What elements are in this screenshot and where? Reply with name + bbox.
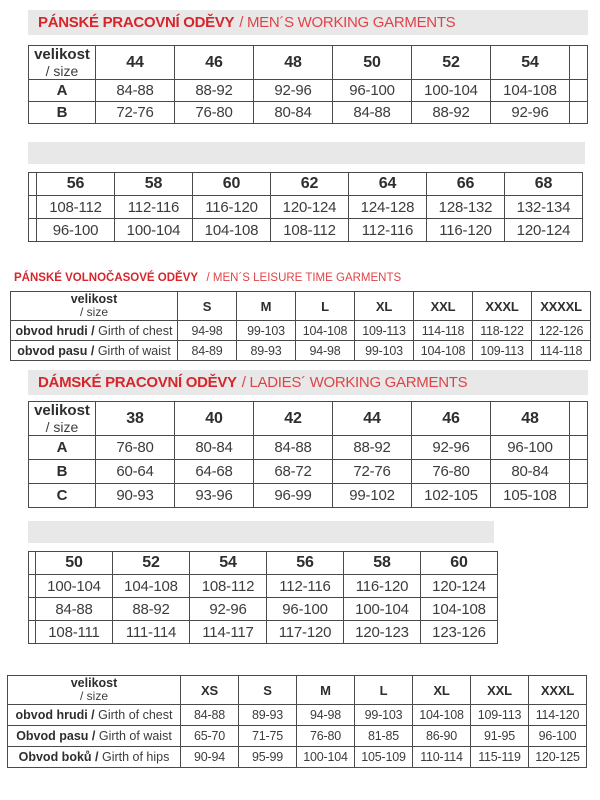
row-label bbox=[29, 102, 96, 124]
size-column-header: 58 bbox=[115, 173, 193, 196]
size-column-header: 40 bbox=[175, 402, 254, 436]
cut-cell bbox=[29, 598, 36, 621]
size-value-cell: 112-116 bbox=[349, 219, 427, 242]
size-column-header: 54 bbox=[190, 552, 267, 575]
cut-cell bbox=[29, 621, 36, 644]
row-label bbox=[8, 705, 181, 726]
size-value-cell: 100-104 bbox=[115, 219, 193, 242]
row-label bbox=[29, 436, 96, 460]
size-value-cell: 114-120 bbox=[529, 705, 587, 726]
row-label-cz: obvod pasu / bbox=[17, 343, 98, 358]
size-value-cell: 81-85 bbox=[355, 726, 413, 747]
size-table bbox=[10, 291, 591, 361]
size-column-header: M bbox=[297, 676, 355, 705]
section-title-en: / MEN´S WORKING GARMENTS bbox=[239, 14, 456, 31]
size-column-header: 58 bbox=[344, 552, 421, 575]
size-column-header: XS bbox=[181, 676, 239, 705]
header-row bbox=[29, 402, 588, 436]
table-mens-working-sizes-44-54 bbox=[28, 45, 588, 124]
size-value-cell: 100-104 bbox=[297, 747, 355, 768]
row-label bbox=[29, 80, 96, 102]
header-row bbox=[11, 292, 591, 321]
size-value-cell: 116-120 bbox=[193, 196, 271, 219]
row-label bbox=[8, 747, 181, 768]
size-column-header: 60 bbox=[421, 552, 498, 575]
row-label-cz: obvod hrudi / bbox=[15, 708, 99, 723]
size-column-header: 62 bbox=[271, 173, 349, 196]
size-value-cell: 84-88 bbox=[254, 436, 333, 460]
size-column-header: S bbox=[239, 676, 297, 705]
size-value-cell: 86-90 bbox=[413, 726, 471, 747]
size-value-cell: 104-108 bbox=[296, 321, 355, 341]
spacer-band bbox=[28, 142, 585, 164]
size-value-cell: 84-89 bbox=[178, 341, 237, 361]
table-row bbox=[29, 460, 588, 484]
size-value-cell: 104-108 bbox=[421, 598, 498, 621]
size-value-cell: 110-114 bbox=[413, 747, 471, 768]
size-value-cell: 111-114 bbox=[113, 621, 190, 644]
size-value-cell: 114-118 bbox=[532, 341, 591, 361]
size-label-en: / size bbox=[79, 305, 108, 320]
size-value-cell: 94-98 bbox=[296, 341, 355, 361]
table-row bbox=[29, 102, 588, 124]
size-value-cell: 90-93 bbox=[96, 484, 175, 508]
size-column-header: XL bbox=[413, 676, 471, 705]
table-mens-leisure-sizes bbox=[10, 291, 591, 361]
table-ladies-working-sizes-38-48 bbox=[28, 401, 588, 508]
size-column-header: S bbox=[178, 292, 237, 321]
size-value-cell: 99-102 bbox=[333, 484, 412, 508]
size-value-cell: 76-80 bbox=[412, 460, 491, 484]
size-value-cell: 80-84 bbox=[491, 460, 570, 484]
table-row bbox=[29, 196, 583, 219]
size-value-cell: 112-116 bbox=[267, 575, 344, 598]
size-value-cell: 84-88 bbox=[333, 102, 412, 124]
size-label-header bbox=[29, 46, 96, 80]
row-label-en: Girth of waist bbox=[98, 729, 172, 744]
size-value-cell: 112-116 bbox=[115, 196, 193, 219]
row-label-cz: Obvod boků / bbox=[18, 750, 102, 765]
row-label-letter: B bbox=[56, 104, 68, 122]
size-value-cell: 84-88 bbox=[36, 598, 113, 621]
size-value-cell: 124-128 bbox=[349, 196, 427, 219]
table-ladies-working-sizes-50-60 bbox=[28, 551, 498, 644]
size-value-cell: 120-124 bbox=[421, 575, 498, 598]
section-title-en: / MEN´S LEISURE TIME GARMENTS bbox=[206, 272, 402, 284]
size-value-cell: 93-96 bbox=[175, 484, 254, 508]
size-value-cell: 71-75 bbox=[239, 726, 297, 747]
size-value-cell: 94-98 bbox=[178, 321, 237, 341]
size-value-cell: 96-99 bbox=[254, 484, 333, 508]
size-value-cell: 92-96 bbox=[491, 102, 570, 124]
size-value-cell: 100-104 bbox=[412, 80, 491, 102]
header-row bbox=[29, 173, 583, 196]
header-row bbox=[29, 46, 588, 80]
row-label-en: Girth of chest bbox=[98, 323, 173, 338]
size-value-cell: 96-100 bbox=[333, 80, 412, 102]
table-row bbox=[11, 341, 591, 361]
size-value-cell: 99-103 bbox=[355, 341, 414, 361]
size-value-cell: 108-112 bbox=[37, 196, 115, 219]
size-value-cell: 109-113 bbox=[473, 341, 532, 361]
table-ladies-girth-sizes bbox=[7, 675, 587, 768]
size-value-cell: 120-124 bbox=[505, 219, 583, 242]
size-table bbox=[28, 551, 498, 644]
table-row bbox=[29, 219, 583, 242]
size-value-cell: 95-99 bbox=[239, 747, 297, 768]
row-label-letter: B bbox=[56, 463, 68, 481]
size-column-header: L bbox=[296, 292, 355, 321]
size-value-cell: 118-122 bbox=[473, 321, 532, 341]
size-value-cell: 89-93 bbox=[237, 341, 296, 361]
size-label-cz: velikost bbox=[34, 46, 90, 63]
cut-cell bbox=[29, 173, 37, 196]
table-row bbox=[29, 621, 498, 644]
size-value-cell: 96-100 bbox=[491, 436, 570, 460]
size-value-cell: 109-113 bbox=[355, 321, 414, 341]
size-value-cell: 108-111 bbox=[36, 621, 113, 644]
section-title-cz: PÁNSKÉ VOLNOČASOVÉ ODĚVY bbox=[14, 272, 199, 284]
size-table bbox=[28, 172, 583, 242]
size-value-cell: 102-105 bbox=[412, 484, 491, 508]
size-value-cell: 88-92 bbox=[113, 598, 190, 621]
size-value-cell: 94-98 bbox=[297, 705, 355, 726]
cut-cell bbox=[570, 80, 588, 102]
size-value-cell: 68-72 bbox=[254, 460, 333, 484]
row-label bbox=[11, 321, 178, 341]
size-column-header: 60 bbox=[193, 173, 271, 196]
size-value-cell: 100-104 bbox=[344, 598, 421, 621]
size-column-header: XXXL bbox=[473, 292, 532, 321]
cut-cell bbox=[570, 46, 588, 80]
size-value-cell: 108-112 bbox=[271, 219, 349, 242]
cut-cell bbox=[29, 552, 36, 575]
size-table bbox=[28, 45, 588, 124]
size-value-cell: 88-92 bbox=[333, 436, 412, 460]
size-value-cell: 132-134 bbox=[505, 196, 583, 219]
size-value-cell: 120-125 bbox=[529, 747, 587, 768]
size-value-cell: 114-118 bbox=[414, 321, 473, 341]
section-title-cz: DÁMSKÉ PRACOVNÍ ODĚVY bbox=[38, 374, 237, 391]
section-title-cz: PÁNSKÉ PRACOVNÍ ODĚVY bbox=[38, 14, 235, 31]
size-column-header: 48 bbox=[254, 46, 333, 80]
row-label-cz: obvod hrudi / bbox=[15, 323, 99, 338]
size-table bbox=[28, 401, 588, 508]
size-column-header: 38 bbox=[96, 402, 175, 436]
row-label-cz: Obvod pasu / bbox=[16, 729, 99, 744]
size-column-header: XXL bbox=[414, 292, 473, 321]
section-header-ladies-working bbox=[28, 370, 588, 395]
size-column-header: 68 bbox=[505, 173, 583, 196]
size-label-en: / size bbox=[45, 63, 79, 80]
size-value-cell: 108-112 bbox=[190, 575, 267, 598]
size-column-header: 44 bbox=[333, 402, 412, 436]
table-row bbox=[8, 747, 587, 768]
size-value-cell: 80-84 bbox=[254, 102, 333, 124]
table-row bbox=[29, 80, 588, 102]
size-column-header: 46 bbox=[412, 402, 491, 436]
size-value-cell: 123-126 bbox=[421, 621, 498, 644]
size-column-header: 52 bbox=[412, 46, 491, 80]
cut-cell bbox=[29, 219, 37, 242]
size-value-cell: 96-100 bbox=[267, 598, 344, 621]
size-value-cell: 91-95 bbox=[471, 726, 529, 747]
table-row bbox=[8, 705, 587, 726]
cut-cell bbox=[570, 402, 588, 436]
size-column-header: 42 bbox=[254, 402, 333, 436]
cut-cell bbox=[570, 436, 588, 460]
row-label-en: Girth of chest bbox=[98, 708, 173, 723]
size-value-cell: 120-124 bbox=[271, 196, 349, 219]
size-value-cell: 76-80 bbox=[175, 102, 254, 124]
size-value-cell: 120-123 bbox=[344, 621, 421, 644]
size-value-cell: 105-109 bbox=[355, 747, 413, 768]
size-value-cell: 92-96 bbox=[254, 80, 333, 102]
size-value-cell: 88-92 bbox=[175, 80, 254, 102]
size-column-header: 56 bbox=[37, 173, 115, 196]
size-value-cell: 109-113 bbox=[471, 705, 529, 726]
cut-cell bbox=[29, 196, 37, 219]
table-row bbox=[29, 484, 588, 508]
size-label-header bbox=[8, 676, 181, 705]
size-value-cell: 99-103 bbox=[237, 321, 296, 341]
row-label bbox=[8, 726, 181, 747]
size-label-header bbox=[29, 402, 96, 436]
size-column-header: XXL bbox=[471, 676, 529, 705]
size-value-cell: 104-108 bbox=[491, 80, 570, 102]
size-value-cell: 90-94 bbox=[181, 747, 239, 768]
table-row bbox=[29, 436, 588, 460]
size-value-cell: 104-108 bbox=[113, 575, 190, 598]
cut-cell bbox=[570, 460, 588, 484]
size-column-header: XXXXL bbox=[532, 292, 591, 321]
size-value-cell: 88-92 bbox=[412, 102, 491, 124]
size-value-cell: 60-64 bbox=[96, 460, 175, 484]
size-value-cell: 72-76 bbox=[96, 102, 175, 124]
size-column-header: 50 bbox=[36, 552, 113, 575]
size-value-cell: 104-108 bbox=[414, 341, 473, 361]
table-mens-working-sizes-56-68 bbox=[28, 172, 583, 242]
size-column-header: 52 bbox=[113, 552, 190, 575]
size-column-header: L bbox=[355, 676, 413, 705]
cut-cell bbox=[29, 575, 36, 598]
size-value-cell: 84-88 bbox=[181, 705, 239, 726]
size-value-cell: 92-96 bbox=[412, 436, 491, 460]
size-column-header: 66 bbox=[427, 173, 505, 196]
size-value-cell: 65-70 bbox=[181, 726, 239, 747]
size-label-cz: velikost bbox=[70, 676, 118, 690]
size-value-cell: 105-108 bbox=[491, 484, 570, 508]
section-title-en: / LADIES´ WORKING GARMENTS bbox=[241, 374, 468, 391]
size-label-cz: velikost bbox=[34, 402, 90, 419]
row-label bbox=[11, 341, 178, 361]
size-value-cell: 114-117 bbox=[190, 621, 267, 644]
size-column-header: 46 bbox=[175, 46, 254, 80]
size-value-cell: 115-119 bbox=[471, 747, 529, 768]
section-header-mens-working bbox=[28, 10, 588, 35]
header-row bbox=[8, 676, 587, 705]
size-value-cell: 92-96 bbox=[190, 598, 267, 621]
spacer-band bbox=[28, 521, 494, 543]
size-value-cell: 117-120 bbox=[267, 621, 344, 644]
table-row bbox=[11, 321, 591, 341]
size-column-header: XL bbox=[355, 292, 414, 321]
row-label bbox=[29, 484, 96, 508]
size-column-header: M bbox=[237, 292, 296, 321]
header-row bbox=[29, 552, 498, 575]
row-label-en: Girth of waist bbox=[97, 343, 171, 358]
row-label-letter: A bbox=[56, 439, 68, 457]
size-column-header: 56 bbox=[267, 552, 344, 575]
table-row bbox=[8, 726, 587, 747]
size-value-cell: 100-104 bbox=[36, 575, 113, 598]
row-label-en: Girth of hips bbox=[101, 750, 170, 765]
size-value-cell: 128-132 bbox=[427, 196, 505, 219]
size-value-cell: 72-76 bbox=[333, 460, 412, 484]
size-value-cell: 104-108 bbox=[413, 705, 471, 726]
size-label-header bbox=[11, 292, 178, 321]
size-label-en: / size bbox=[45, 419, 79, 436]
size-value-cell: 89-93 bbox=[239, 705, 297, 726]
size-value-cell: 96-100 bbox=[37, 219, 115, 242]
size-value-cell: 64-68 bbox=[175, 460, 254, 484]
size-value-cell: 122-126 bbox=[532, 321, 591, 341]
size-value-cell: 84-88 bbox=[96, 80, 175, 102]
size-column-header: 44 bbox=[96, 46, 175, 80]
row-label-letter: A bbox=[56, 82, 68, 100]
size-value-cell: 80-84 bbox=[175, 436, 254, 460]
size-value-cell: 99-103 bbox=[355, 705, 413, 726]
size-value-cell: 76-80 bbox=[96, 436, 175, 460]
size-value-cell: 104-108 bbox=[193, 219, 271, 242]
size-column-header: 54 bbox=[491, 46, 570, 80]
cut-cell bbox=[570, 102, 588, 124]
size-value-cell: 116-120 bbox=[427, 219, 505, 242]
size-value-cell: 116-120 bbox=[344, 575, 421, 598]
table-row bbox=[29, 575, 498, 598]
size-table bbox=[7, 675, 587, 768]
size-column-header: XXXL bbox=[529, 676, 587, 705]
size-value-cell: 96-100 bbox=[529, 726, 587, 747]
size-column-header: 64 bbox=[349, 173, 427, 196]
section-header-mens-leisure bbox=[14, 268, 401, 286]
row-label-letter: C bbox=[56, 487, 68, 505]
size-column-header: 48 bbox=[491, 402, 570, 436]
row-label bbox=[29, 460, 96, 484]
size-column-header: 50 bbox=[333, 46, 412, 80]
size-label-cz: velikost bbox=[70, 292, 118, 306]
cut-cell bbox=[570, 484, 588, 508]
size-label-en: / size bbox=[79, 689, 108, 704]
table-row bbox=[29, 598, 498, 621]
size-value-cell: 76-80 bbox=[297, 726, 355, 747]
